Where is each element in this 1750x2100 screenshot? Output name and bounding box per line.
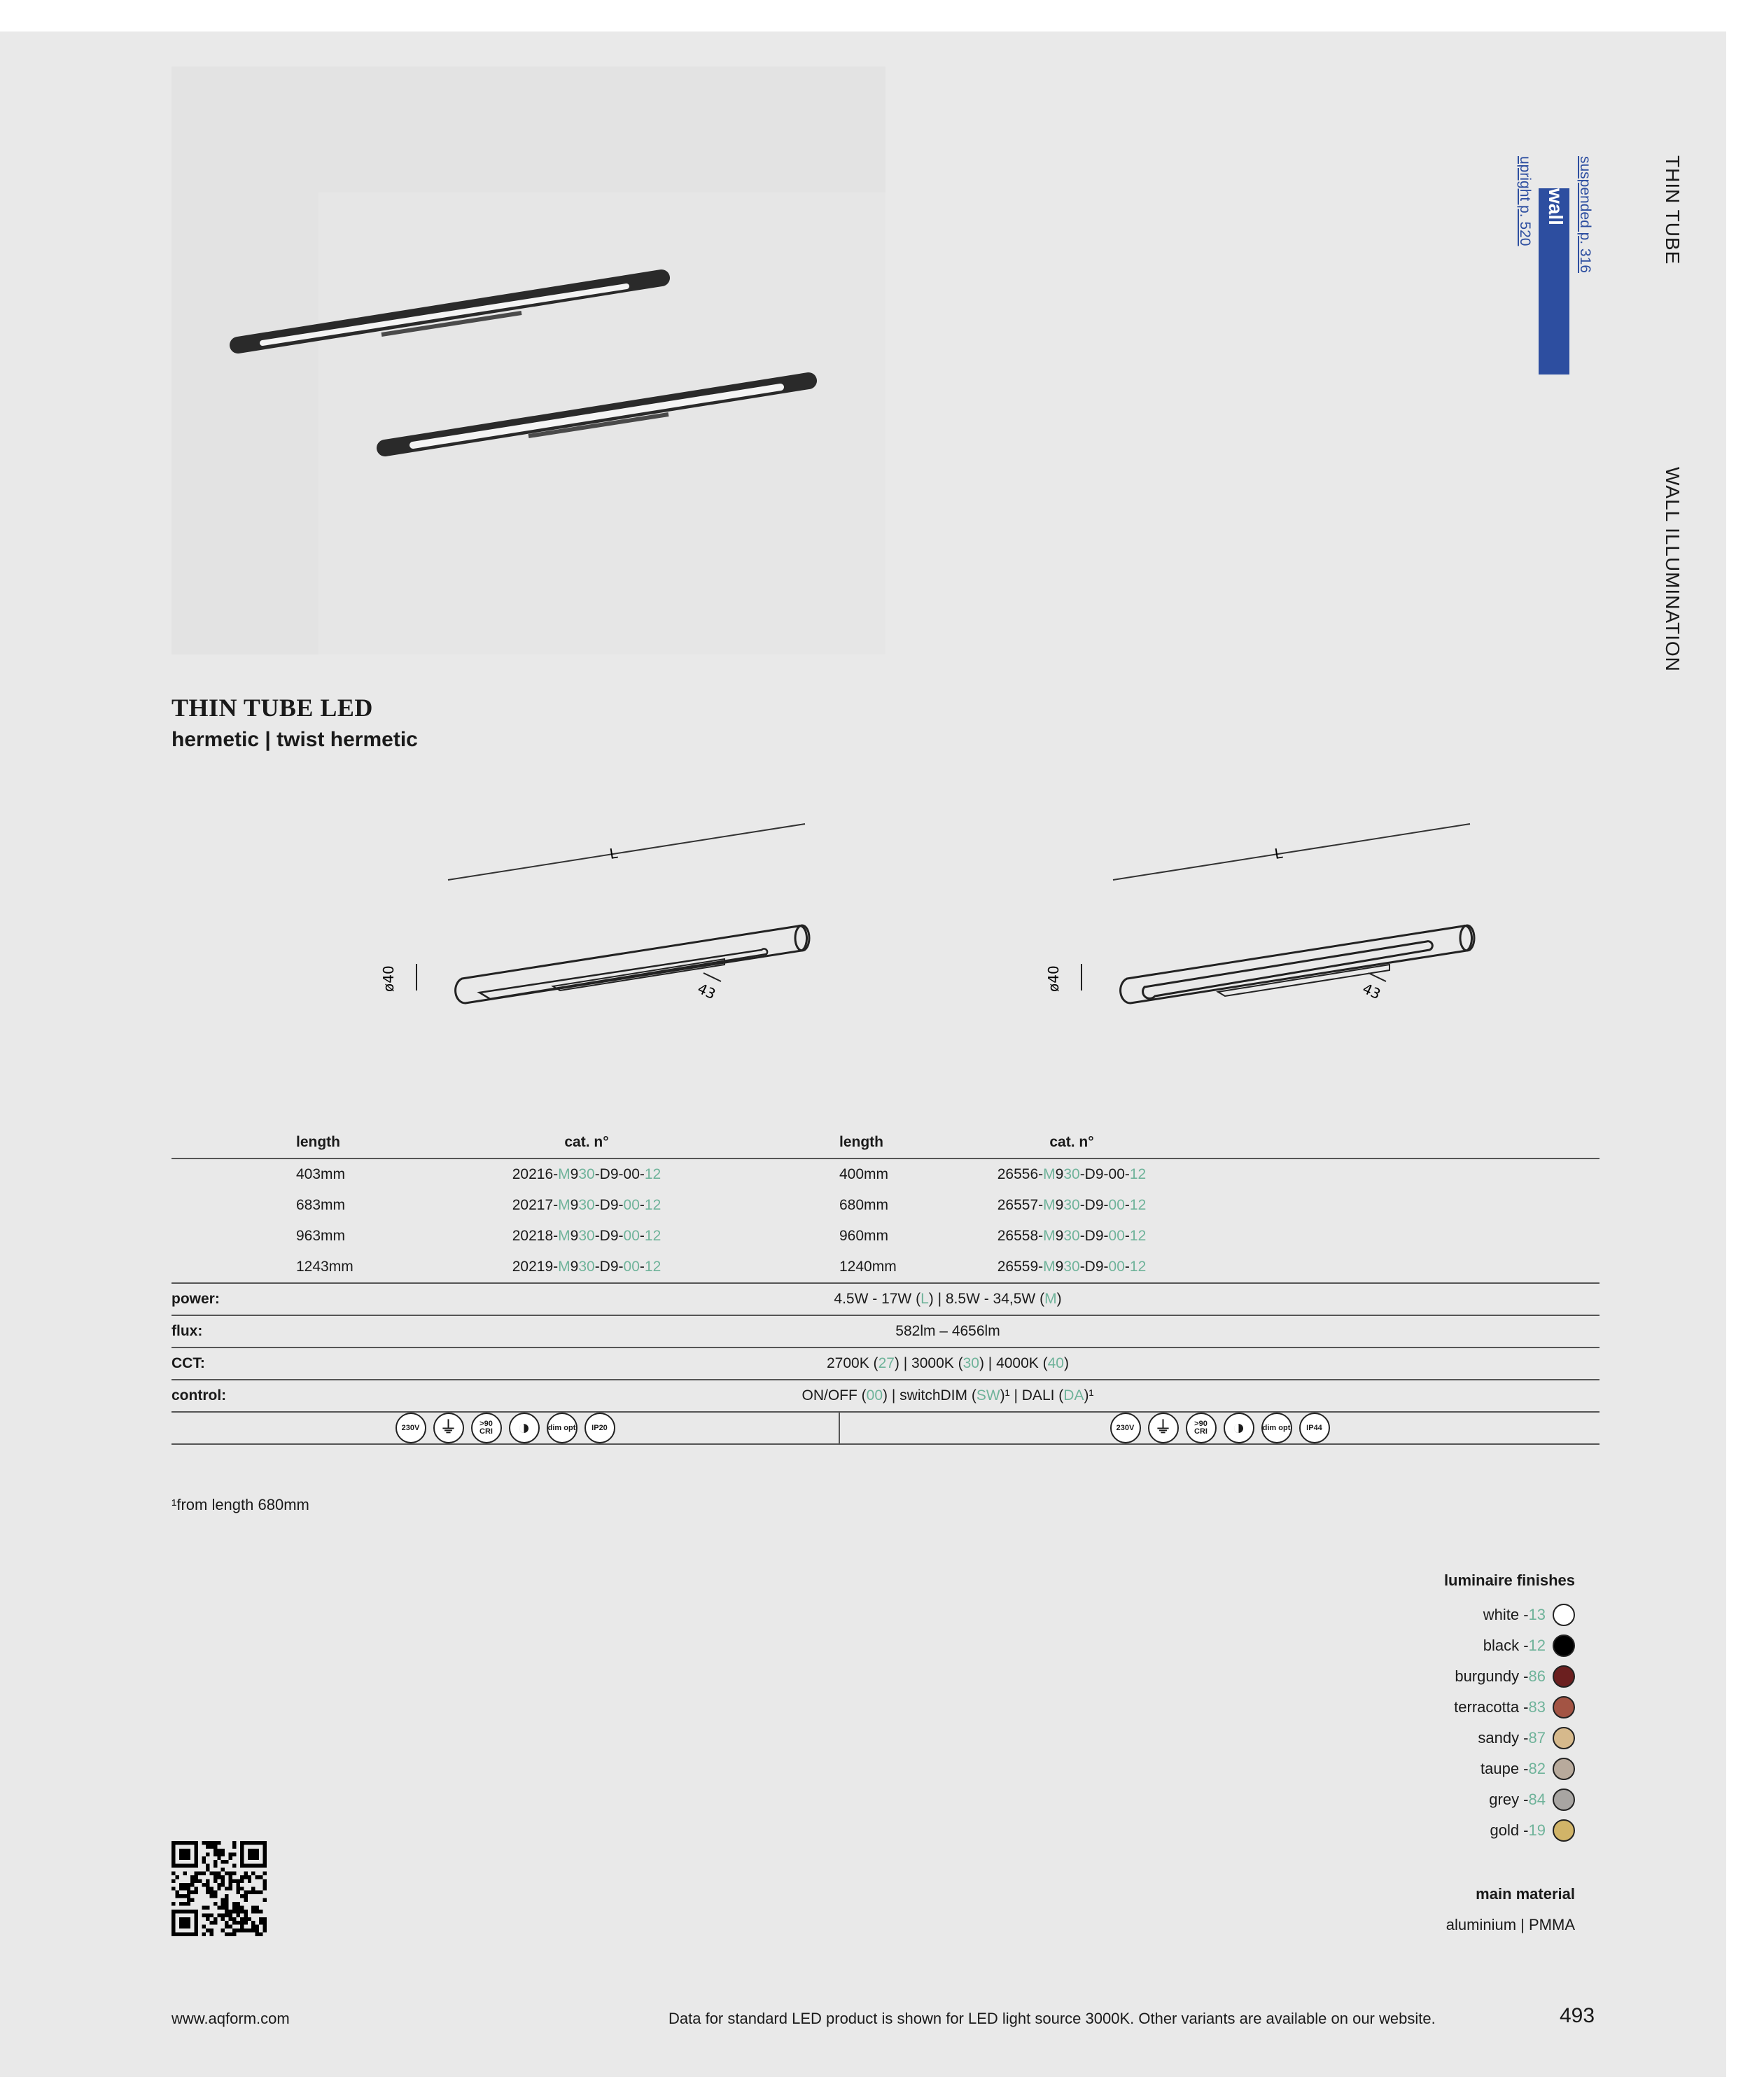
finish-label: gold -19 (1490, 1821, 1546, 1839)
finish-swatch (1553, 1665, 1575, 1688)
specification-table (172, 1127, 1600, 1445)
dimming-icon: dim opt (547, 1413, 578, 1443)
finish-label: black -12 (1483, 1637, 1546, 1654)
spec-row (172, 1348, 1600, 1380)
footnote: ¹from length 680mm (172, 1496, 309, 1513)
table-row (172, 1221, 1600, 1252)
cri-icon: >90 CRI (1186, 1413, 1217, 1443)
tube-lower (385, 381, 808, 448)
finish-swatch (1553, 1604, 1575, 1626)
qr-code[interactable] (172, 1841, 267, 1936)
table-row (172, 1190, 1600, 1221)
drawing-diameter-label: ø40 (1045, 965, 1062, 992)
catalog-number: 20219-M930-D9-00-12 (512, 1259, 662, 1275)
finish-item (1444, 1661, 1575, 1692)
finish-swatch (1553, 1819, 1575, 1842)
spec-row (172, 1283, 1600, 1315)
spec-row (172, 1380, 1600, 1412)
voltage-icon: 230V (396, 1413, 426, 1443)
nav-tab-wall-label: wall (1545, 188, 1567, 225)
ip-rating-icon: IP44 (1299, 1413, 1330, 1443)
catalog-number: 20218-M930-D9-00-12 (512, 1228, 662, 1244)
earth-ground-icon: ⏚ (1148, 1413, 1179, 1443)
finish-label: terracotta -83 (1454, 1698, 1546, 1716)
length-value: 1243mm (296, 1259, 354, 1275)
length-value: 1240mm (839, 1259, 897, 1275)
finish-item (1444, 1723, 1575, 1754)
nav-link-suspended[interactable]: suspended p. 316 (1577, 156, 1593, 273)
nav-tab-wall-active[interactable] (1539, 188, 1569, 374)
spec-label: power: (172, 1283, 296, 1315)
finish-label: taupe -82 (1480, 1760, 1546, 1777)
finish-item (1444, 1600, 1575, 1630)
table-row (172, 1252, 1600, 1283)
luminaire-finishes (1444, 1572, 1575, 1846)
table-row (172, 1158, 1600, 1190)
spec-value: ON/OFF (00) | switchDIM (SW)¹ | DALI (DA)¹ (296, 1380, 1600, 1412)
catalog-number: 20216-M930-D9-00-12 (512, 1166, 662, 1182)
finish-label: grey -84 (1489, 1791, 1546, 1808)
finish-item (1444, 1754, 1575, 1784)
drawing-diameter-label: ø40 (380, 965, 397, 992)
catalog-number: 26559-M930-D9-00-12 (997, 1259, 1147, 1275)
finish-swatch (1553, 1758, 1575, 1780)
tube-luminaires-image (172, 66, 886, 654)
nav-link-upright[interactable]: upright p. 520 (1517, 156, 1533, 246)
finish-item (1444, 1784, 1575, 1815)
product-title: THIN TUBE LED (172, 694, 373, 722)
header-cat-left: cat. n° (464, 1127, 709, 1158)
driver-icon: ◑ (509, 1413, 540, 1443)
tube-upper (238, 278, 662, 345)
main-material-value: aluminium | PMMA (1446, 1916, 1575, 1933)
catalog-number: 26557-M930-D9-00-12 (997, 1197, 1147, 1213)
dimming-icon: dim opt (1261, 1413, 1292, 1443)
header-cat-right: cat. n° (967, 1127, 1177, 1158)
driver-icon: ◑ (1224, 1413, 1254, 1443)
catalog-number: 26558-M930-D9-00-12 (997, 1228, 1147, 1244)
length-value: 960mm (839, 1228, 889, 1244)
finishes-title: luminaire finishes (1443, 1572, 1575, 1589)
icons-right (840, 1413, 1600, 1443)
certification-icons-row (172, 1412, 1600, 1444)
spec-label: CCT: (172, 1348, 296, 1380)
finish-swatch (1553, 1727, 1575, 1749)
finish-swatch (1553, 1696, 1575, 1718)
header-length-right: length (839, 1127, 967, 1158)
spec-label: control: (172, 1380, 296, 1412)
technical-drawing-hermetic (378, 816, 826, 1026)
length-value: 400mm (839, 1166, 889, 1182)
main-material-title: main material (1476, 1885, 1575, 1903)
finish-label: burgundy -86 (1455, 1667, 1546, 1685)
finish-item (1444, 1815, 1575, 1846)
spec-value: 4.5W - 17W (L) | 8.5W - 34,5W (M) (296, 1283, 1600, 1315)
spec-value: 582lm – 4656lm (296, 1315, 1600, 1348)
ip-rating-icon: IP20 (584, 1413, 615, 1443)
drawing-depth-label: 43 (694, 979, 719, 1003)
catalog-number: 20217-M930-D9-00-12 (512, 1197, 662, 1213)
earth-ground-icon: ⏚ (433, 1413, 464, 1443)
product-photo (172, 66, 886, 654)
website-url[interactable]: www.aqform.com (172, 2010, 290, 2027)
header-length-left: length (296, 1127, 464, 1158)
drawing-length-label: L (608, 844, 619, 862)
catalog-number: 26556-M930-D9-00-12 (997, 1166, 1147, 1182)
catalog-page (0, 31, 1726, 2077)
finish-item (1444, 1692, 1575, 1723)
side-category-title: WALL ILLUMINATION (1662, 467, 1684, 672)
icons-left (172, 1413, 839, 1443)
cri-icon: >90 CRI (471, 1413, 502, 1443)
finish-label: white -13 (1483, 1606, 1546, 1623)
product-subtitle: hermetic | twist hermetic (172, 728, 418, 751)
footer-disclaimer: Data for standard LED product is shown for LED light source 3000K. Other variants are available on our website. (668, 2010, 1436, 2027)
voltage-icon: 230V (1110, 1413, 1141, 1443)
finish-label: sandy -87 (1478, 1729, 1546, 1746)
length-value: 683mm (296, 1197, 346, 1213)
finish-item (1444, 1630, 1575, 1661)
side-family-title: THIN TUBE (1662, 155, 1684, 265)
spec-label: flux: (172, 1315, 296, 1348)
page-number: 493 (1560, 2004, 1595, 2027)
finish-swatch (1553, 1634, 1575, 1657)
table-header-row (172, 1127, 1600, 1158)
length-value: 680mm (839, 1197, 889, 1213)
drawing-depth-label: 43 (1359, 979, 1384, 1003)
length-value: 403mm (296, 1166, 346, 1182)
length-value: 963mm (296, 1228, 346, 1244)
finish-swatch (1553, 1788, 1575, 1811)
spec-value: 2700K (27) | 3000K (30) | 4000K (40) (296, 1348, 1600, 1380)
spec-row (172, 1315, 1600, 1348)
technical-drawing-twist-hermetic (1043, 816, 1491, 1026)
drawing-length-label: L (1273, 844, 1284, 862)
